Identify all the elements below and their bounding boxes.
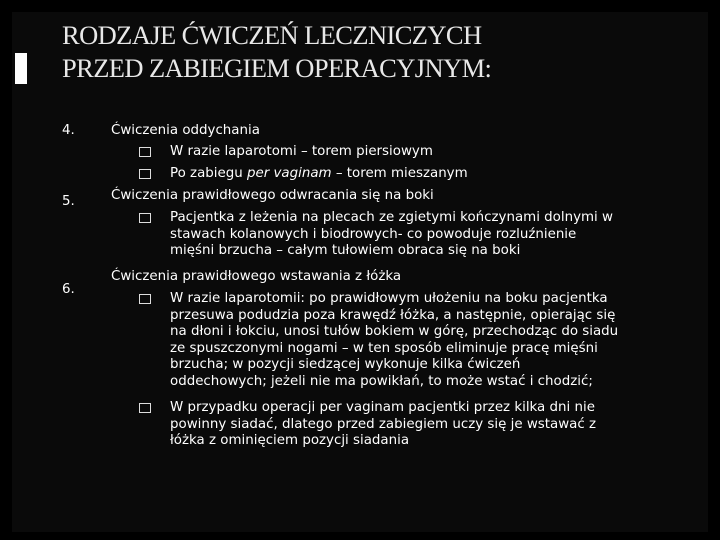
bullet-line: mięśni brzucha – całym tułowiem obraca się na boki bbox=[170, 243, 521, 259]
item-number-4: 4. bbox=[62, 123, 75, 138]
checkbox-bullet-icon bbox=[139, 147, 151, 157]
bullet-line: Pacjentka z leżenia na plecach ze zgietymi kończynami dolnymi w bbox=[170, 210, 613, 225]
bullet-text bbox=[170, 210, 660, 260]
title-line-1: RODZAJE ĆWICZEŃ LECZNICZYCH bbox=[62, 20, 482, 50]
bullet-line bbox=[170, 166, 660, 183]
bullet-line: W przypadku operacji per vaginam pacjentki przez kilka dni nie bbox=[170, 400, 595, 415]
bullet-line: W razie laparotomi – torem piersiowym bbox=[170, 144, 433, 159]
bullet-prefix: Po zabiegu bbox=[170, 166, 247, 181]
bullet-text bbox=[170, 291, 660, 391]
item-title-6: Ćwiczenia prawidłowego wstawania z łóżka bbox=[111, 269, 402, 284]
bullet-text bbox=[170, 166, 660, 183]
item-title-5: Ćwiczenia prawidłowego odwracania się na boki bbox=[111, 188, 434, 203]
bullet-line: brzucha; w pozycji siedzącej wykonuje kilka ćwiczeń bbox=[170, 357, 521, 373]
bullet-line: powinny siadać, dlatego przed zabiegiem uczy się je wstawać z bbox=[170, 416, 597, 432]
checkbox-bullet-icon bbox=[139, 294, 151, 304]
bullet-line: przesuwa podudzia poza krawędź łóżka, a następnie, opierając się bbox=[170, 307, 616, 323]
bullet-line: ze spuszczonymi nogami – w ten sposób eliminuje pracę mięśni bbox=[170, 340, 598, 356]
bullet-italic: per vaginam bbox=[246, 166, 332, 181]
bullet-line: W razie laparotomii: po prawidłowym ułożeniu na boku pacjentka bbox=[170, 291, 608, 306]
bullet-line: łóżka z ominięciem pozycji siadania bbox=[170, 433, 410, 449]
bullet-line: oddechowych; jeżeli nie ma powikłań, to może wstać i chodzić; bbox=[170, 373, 593, 389]
checkbox-bullet-icon bbox=[139, 213, 151, 223]
bullet-suffix: – torem mieszanym bbox=[331, 166, 468, 181]
bullet-text bbox=[170, 400, 660, 450]
bullet-line: stawach kolanowych i biodrowych- co powoduje rozluźnienie bbox=[170, 226, 577, 242]
item-title-4: Ćwiczenia oddychania bbox=[111, 123, 260, 138]
checkbox-bullet-icon bbox=[139, 403, 151, 413]
item-number-5: 5. bbox=[62, 194, 75, 209]
bullet-text bbox=[170, 144, 660, 161]
bullet-line: na dłoni i łokciu, unosi tułów bokiem w górę, przechodząc do siadu bbox=[170, 324, 619, 340]
checkbox-bullet-icon bbox=[139, 169, 151, 179]
item-number-6: 6. bbox=[62, 282, 75, 297]
title-line-2: PRZED ZABIEGIEM OPERACYJNYM: bbox=[62, 53, 492, 83]
